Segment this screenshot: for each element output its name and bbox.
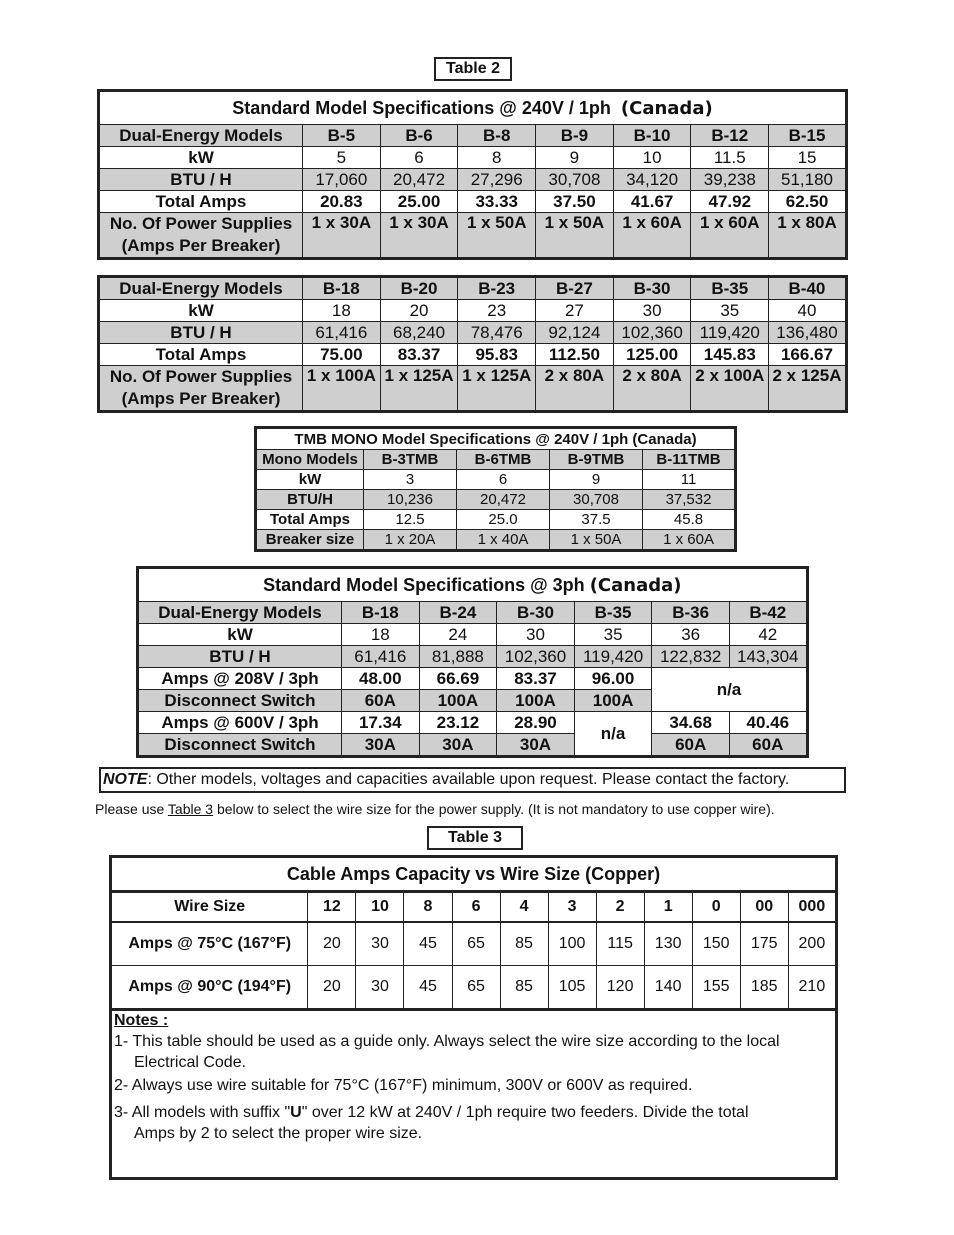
model-cell: B-36 <box>652 602 730 624</box>
model-cell: B-23 <box>458 277 536 300</box>
kw-cell: 10 <box>613 147 691 169</box>
amps-75-cell: 100 <box>548 922 596 966</box>
btu-cell: 78,476 <box>458 322 536 344</box>
amps-cell: 41.67 <box>613 191 691 213</box>
note-2: 2- Always use wire suitable for 75°C (167°F) minimum, 300V or 600V as required. <box>114 1077 693 1094</box>
kw-cell: 18 <box>342 624 420 646</box>
amps-90-cell: 185 <box>740 966 788 1010</box>
disconnect-cell: 60A <box>342 690 420 712</box>
btu-cell: 143,304 <box>729 646 807 668</box>
amps-208-cell: 66.69 <box>419 668 497 690</box>
disconnect-cell: 60A <box>652 734 730 757</box>
mono-breaker-cell: 1 x 60A <box>643 530 736 551</box>
btu-cell: 34,120 <box>613 169 691 191</box>
kw-row <box>99 147 847 169</box>
amps-75-cell: 200 <box>788 922 836 966</box>
wire-size-cell: 10 <box>356 892 404 923</box>
amps-208-cell: 83.37 <box>497 668 575 690</box>
supplies-cell: 2 x 100A <box>691 366 769 412</box>
amps-cell: 25.00 <box>380 191 458 213</box>
wire-size-cell: 0 <box>692 892 740 923</box>
amps-90-cell: 30 <box>356 966 404 1010</box>
amps-90-cell: 45 <box>404 966 452 1010</box>
note-1-cont: Electrical Code. <box>134 1054 247 1071</box>
supplies-cell: 1 x 125A <box>458 366 536 412</box>
model-cell: B-24 <box>419 602 497 624</box>
mono-kw-cell: 3 <box>364 470 457 490</box>
model-cell: B-6 <box>380 125 458 147</box>
kw-cell: 18 <box>303 300 381 322</box>
mono-kw-cell: 9 <box>550 470 643 490</box>
amps-90-cell: 85 <box>500 966 548 1010</box>
mono-btu-cell: 20,472 <box>457 490 550 510</box>
notes-block <box>114 1010 834 1144</box>
btu-cell: 119,420 <box>691 322 769 344</box>
amps-label: Total Amps <box>99 191 303 213</box>
wire-size-cell: 00 <box>740 892 788 923</box>
na-cell: n/a <box>574 712 652 757</box>
model-cell: B-15 <box>769 125 847 147</box>
disconnect-cell: 60A <box>729 734 807 757</box>
spec-240v-table-part2 <box>97 275 848 413</box>
mono-model-cell: B-11TMB <box>643 450 736 470</box>
note-box <box>99 767 846 793</box>
kw-cell: 20 <box>380 300 458 322</box>
amps-row <box>99 344 847 366</box>
table2-caption: Table 2 <box>434 57 512 81</box>
mono-models-row <box>256 450 736 470</box>
kw-cell: 9 <box>536 147 614 169</box>
model-cell: B-18 <box>342 602 420 624</box>
models-row <box>138 602 808 624</box>
btu-cell: 20,472 <box>380 169 458 191</box>
amps-90-cell: 155 <box>692 966 740 1010</box>
kw-cell: 30 <box>497 624 575 646</box>
btu-cell: 136,480 <box>769 322 847 344</box>
amps-600-cell: 28.90 <box>497 712 575 734</box>
btu-cell: 68,240 <box>380 322 458 344</box>
model-cell: B-27 <box>536 277 614 300</box>
amps-75-cell: 65 <box>452 922 500 966</box>
supplies-cell: 2 x 80A <box>536 366 614 412</box>
amps-cell: 62.50 <box>769 191 847 213</box>
mono-btu-cell: 30,708 <box>550 490 643 510</box>
mono-kw-row <box>256 470 736 490</box>
btu-cell: 102,360 <box>613 322 691 344</box>
disconnect-cell: 100A <box>497 690 575 712</box>
model-cell: B-12 <box>691 125 769 147</box>
mono-model-cell: B-3TMB <box>364 450 457 470</box>
model-cell: B-30 <box>613 277 691 300</box>
supplies-cell: 1 x 60A <box>613 213 691 259</box>
wire-size-cell: 6 <box>452 892 500 923</box>
amps-90-cell: 105 <box>548 966 596 1010</box>
mono-amps-cell: 37.5 <box>550 510 643 530</box>
btu-label: BTU / H <box>99 322 303 344</box>
mono-breaker-cell: 1 x 20A <box>364 530 457 551</box>
wire-size-cell: 4 <box>500 892 548 923</box>
model-cell: B-18 <box>303 277 381 300</box>
model-cell: B-9 <box>536 125 614 147</box>
model-cell: B-40 <box>769 277 847 300</box>
model-cell: B-10 <box>613 125 691 147</box>
btu-cell: 119,420 <box>574 646 652 668</box>
kw-cell: 40 <box>769 300 847 322</box>
wire-table-title: Cable Amps Capacity vs Wire Size (Copper) <box>111 857 837 892</box>
model-cell: B-5 <box>303 125 381 147</box>
disconnect-cell: 100A <box>574 690 652 712</box>
amps-90-cell: 65 <box>452 966 500 1010</box>
kw-cell: 24 <box>419 624 497 646</box>
amps-75-cell: 20 <box>308 922 356 966</box>
btu-cell: 51,180 <box>769 169 847 191</box>
disconnect-600-row <box>138 734 808 757</box>
spec-240v-table-part1 <box>97 89 848 260</box>
amps-208-cell: 48.00 <box>342 668 420 690</box>
kw-cell: 6 <box>380 147 458 169</box>
mono-kw-cell: 11 <box>643 470 736 490</box>
amps-75-cell: 85 <box>500 922 548 966</box>
note-3-cont: Amps by 2 to select the proper wire size. <box>134 1125 423 1142</box>
mono-breaker-cell: 1 x 40A <box>457 530 550 551</box>
kw-cell: 30 <box>613 300 691 322</box>
supplies-cell: 1 x 50A <box>458 213 536 259</box>
disconnect-label: Disconnect Switch <box>138 690 342 712</box>
spec-240v-title: Standard Model Specifications @ 240V / 1ph (Canada) <box>99 91 847 125</box>
mono-btu-label: BTU/H <box>256 490 364 510</box>
kw-label: kW <box>138 624 342 646</box>
btu-row <box>99 169 847 191</box>
kw-cell: 27 <box>536 300 614 322</box>
tmb-mono-title: TMB MONO Model Specifications @ 240V / 1ph (Canada) <box>256 428 736 450</box>
btu-row <box>138 646 808 668</box>
spec-3ph-title: Standard Model Specifications @ 3ph (Canada) <box>138 568 808 602</box>
kw-cell: 5 <box>303 147 381 169</box>
btu-cell: 102,360 <box>497 646 575 668</box>
wire-size-cell: 1 <box>644 892 692 923</box>
disconnect-cell: 30A <box>497 734 575 757</box>
supplies-cell: 2 x 125A <box>769 366 847 412</box>
amps-cell: 166.67 <box>769 344 847 366</box>
mono-model-cell: B-6TMB <box>457 450 550 470</box>
amps-600-label: Amps @ 600V / 3ph <box>138 712 342 734</box>
supplies-cell: 1 x 60A <box>691 213 769 259</box>
note-text: : Other models, voltages and capacities available upon request. Please contact the factory. <box>147 771 790 788</box>
mono-model-cell: B-9TMB <box>550 450 643 470</box>
models-label: Dual-Energy Models <box>138 602 342 624</box>
amps-90-label: Amps @ 90°C (194°F) <box>111 966 308 1010</box>
btu-row <box>99 322 847 344</box>
amps-cell: 95.83 <box>458 344 536 366</box>
mono-amps-cell: 12.5 <box>364 510 457 530</box>
amps-75-cell: 150 <box>692 922 740 966</box>
wire-size-cell: 3 <box>548 892 596 923</box>
mono-breaker-label: Breaker size <box>256 530 364 551</box>
kw-cell: 23 <box>458 300 536 322</box>
models-row <box>99 125 847 147</box>
wire-size-cell: 8 <box>404 892 452 923</box>
amps-cell: 112.50 <box>536 344 614 366</box>
btu-cell: 61,416 <box>303 322 381 344</box>
amps-600-row <box>138 712 808 734</box>
kw-label: kW <box>99 147 303 169</box>
kw-label: kW <box>99 300 303 322</box>
kw-cell: 42 <box>729 624 807 646</box>
notes-heading: Notes : <box>114 1012 169 1029</box>
table3-link[interactable]: Table 3 <box>167 801 214 817</box>
amps-75-cell: 115 <box>596 922 644 966</box>
amps-75-cell: 45 <box>404 922 452 966</box>
mono-breaker-cell: 1 x 50A <box>550 530 643 551</box>
models-row <box>99 277 847 300</box>
amps-cell: 47.92 <box>691 191 769 213</box>
mono-kw-cell: 6 <box>457 470 550 490</box>
kw-cell: 8 <box>458 147 536 169</box>
amps-cell: 75.00 <box>303 344 381 366</box>
mono-models-label: Mono Models <box>256 450 364 470</box>
na-cell: n/a <box>652 668 807 712</box>
btu-label: BTU / H <box>138 646 342 668</box>
mono-btu-cell: 10,236 <box>364 490 457 510</box>
amps-208-cell: 96.00 <box>574 668 652 690</box>
tmb-mono-table <box>254 426 737 552</box>
supplies-cell: 2 x 80A <box>613 366 691 412</box>
spec-3ph-table <box>136 566 809 758</box>
btu-cell: 122,832 <box>652 646 730 668</box>
supplies-cell: 1 x 100A <box>303 366 381 412</box>
mono-amps-label: Total Amps <box>256 510 364 530</box>
supplies-label: No. Of Power Supplies (Amps Per Breaker) <box>99 366 303 412</box>
amps-600-cell: 34.68 <box>652 712 730 734</box>
btu-cell: 61,416 <box>342 646 420 668</box>
btu-cell: 27,296 <box>458 169 536 191</box>
models-label: Dual-Energy Models <box>99 125 303 147</box>
amps-75-cell: 175 <box>740 922 788 966</box>
amps-cell: 20.83 <box>303 191 381 213</box>
amps-75-cell: 130 <box>644 922 692 966</box>
supplies-cell: 1 x 30A <box>303 213 381 259</box>
btu-cell: 92,124 <box>536 322 614 344</box>
supplies-cell: 1 x 80A <box>769 213 847 259</box>
amps-cell: 33.33 <box>458 191 536 213</box>
note-1: 1- This table should be used as a guide only. Always select the wire size according to the local <box>114 1033 780 1050</box>
kw-cell: 35 <box>691 300 769 322</box>
supplies-cell: 1 x 50A <box>536 213 614 259</box>
disconnect-cell: 30A <box>419 734 497 757</box>
mono-btu-cell: 37,532 <box>643 490 736 510</box>
amps-90-cell: 210 <box>788 966 836 1010</box>
amps-600-cell: 40.46 <box>729 712 807 734</box>
disconnect-cell: 30A <box>342 734 420 757</box>
mono-amps-cell: 25.0 <box>457 510 550 530</box>
model-cell: B-30 <box>497 602 575 624</box>
supplies-label: No. Of Power Supplies (Amps Per Breaker) <box>99 213 303 259</box>
amps-75-row <box>111 922 837 966</box>
btu-cell: 81,888 <box>419 646 497 668</box>
btu-label: BTU / H <box>99 169 303 191</box>
btu-cell: 30,708 <box>536 169 614 191</box>
amps-600-cell: 23.12 <box>419 712 497 734</box>
amps-cell: 37.50 <box>536 191 614 213</box>
model-cell: B-42 <box>729 602 807 624</box>
models-label: Dual-Energy Models <box>99 277 303 300</box>
amps-75-label: Amps @ 75°C (167°F) <box>111 922 308 966</box>
amps-row <box>99 191 847 213</box>
model-cell: B-35 <box>574 602 652 624</box>
kw-row <box>99 300 847 322</box>
disconnect-cell: 100A <box>419 690 497 712</box>
amps-label: Total Amps <box>99 344 303 366</box>
mono-breaker-row <box>256 530 736 551</box>
model-cell: B-35 <box>691 277 769 300</box>
btu-cell: 17,060 <box>303 169 381 191</box>
kw-cell: 11.5 <box>691 147 769 169</box>
wire-size-cell: 000 <box>788 892 836 923</box>
wire-size-label: Wire Size <box>111 892 308 923</box>
disconnect-label: Disconnect Switch <box>138 734 342 757</box>
amps-90-cell: 20 <box>308 966 356 1010</box>
note-label: NOTE <box>103 771 148 788</box>
amps-208-label: Amps @ 208V / 3ph <box>138 668 342 690</box>
wire-size-row <box>111 892 837 923</box>
amps-90-cell: 140 <box>644 966 692 1010</box>
amps-cell: 145.83 <box>691 344 769 366</box>
kw-cell: 36 <box>652 624 730 646</box>
btu-cell: 39,238 <box>691 169 769 191</box>
model-cell: B-8 <box>458 125 536 147</box>
amps-208-row <box>138 668 808 690</box>
amps-90-row <box>111 966 837 1010</box>
table3-caption: Table 3 <box>427 826 523 850</box>
model-cell: B-20 <box>380 277 458 300</box>
kw-cell: 15 <box>769 147 847 169</box>
kw-cell: 35 <box>574 624 652 646</box>
wire-size-cell: 12 <box>308 892 356 923</box>
note-3: 3- All models with suffix "U" over 12 kW at 240V / 1ph require two feeders. Divide the total <box>114 1104 749 1121</box>
mono-kw-label: kW <box>256 470 364 490</box>
kw-row <box>138 624 808 646</box>
amps-75-cell: 30 <box>356 922 404 966</box>
supplies-cell: 1 x 125A <box>380 366 458 412</box>
supplies-row <box>99 213 847 259</box>
supplies-row <box>99 366 847 412</box>
amps-600-cell: 17.34 <box>342 712 420 734</box>
amps-90-cell: 120 <box>596 966 644 1010</box>
amps-cell: 83.37 <box>380 344 458 366</box>
supplies-cell: 1 x 30A <box>380 213 458 259</box>
mono-btu-row <box>256 490 736 510</box>
mono-amps-cell: 45.8 <box>643 510 736 530</box>
wire-size-cell: 2 <box>596 892 644 923</box>
amps-cell: 125.00 <box>613 344 691 366</box>
instruction-line: Please use Table 3 below to select the wire size for the power supply. (It is not mandatory to use copper wire). <box>95 801 775 817</box>
mono-amps-row <box>256 510 736 530</box>
